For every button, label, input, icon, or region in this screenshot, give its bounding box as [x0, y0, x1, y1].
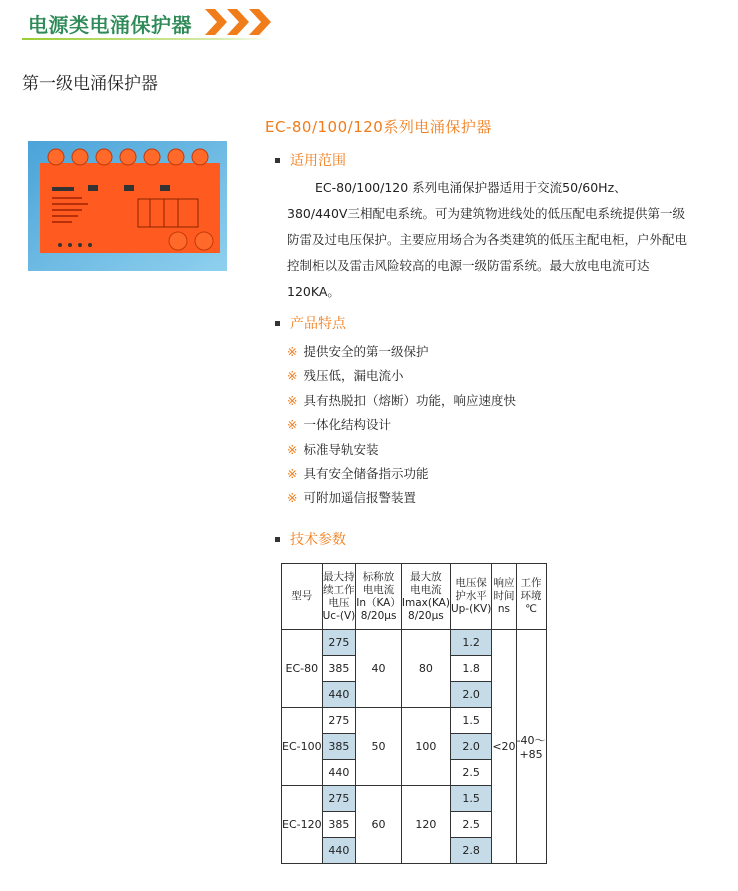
chevron-right-icon [205, 5, 275, 39]
header-imax: 最大放 电电流 Imax(KA) 8/20μs [401, 564, 450, 630]
list-item: ※ 提供安全的第一级保护 [287, 344, 429, 359]
cell-imax: 80 [401, 630, 450, 708]
features-heading-label: 产品特点 [290, 316, 346, 332]
header-uc: 最大持 续工作 电压 Uc-(V) [322, 564, 356, 630]
specs-heading-label: 技术参数 [290, 532, 346, 548]
scope-text: EC-80/100/120 系列电涌保护器适用于交流50/60Hz、380/440V三相配电系统。可为建筑物进线处的低压配电系统提供第一级防雷及过电压保护。主要应用场合为各类建筑的低压主配电柜，户外配电控制柜以及雷击风险较高的电源一级防雷系统。最大放电电流可达120KA。 [287, 180, 688, 299]
cell-model: EC-80 [282, 630, 323, 708]
spec-table [281, 563, 547, 864]
cell-imax: 120 [401, 786, 450, 864]
header-up: 电压保 护水平 Up-(KV) [450, 564, 491, 630]
cell-up: 2.5 [450, 812, 491, 838]
header-env: 工作 环境 ℃ [516, 564, 546, 630]
header-title: 电源类电涌保护器 [28, 13, 192, 37]
header-in: 标称放 电电流 In（KA） 8/20μs [356, 564, 402, 630]
cell-uc: 440 [322, 760, 356, 786]
reference-mark-icon: ※ [287, 417, 298, 433]
cell-in: 50 [356, 708, 402, 786]
cell-uc: 275 [322, 708, 356, 734]
reference-mark-icon: ※ [287, 490, 298, 506]
cell-response: <20 [492, 630, 516, 864]
cell-uc: 440 [322, 838, 356, 864]
page-header [0, 0, 738, 44]
specs-heading [275, 529, 346, 549]
cell-uc: 385 [322, 734, 356, 760]
cell-up: 1.5 [450, 708, 491, 734]
list-item: ※ 标准导轨安装 [287, 441, 379, 457]
bullet-icon [275, 537, 280, 542]
cell-up: 1.2 [450, 630, 491, 656]
list-item: ※ 一体化结构设计 [287, 417, 391, 433]
cell-env: -40～ +85 [516, 630, 546, 864]
cell-up: 1.8 [450, 656, 491, 682]
cell-model: EC-100 [282, 708, 323, 786]
cell-model: EC-120 [282, 786, 323, 864]
reference-mark-icon: ※ [287, 465, 298, 481]
cell-uc: 275 [322, 630, 356, 656]
cell-uc: 275 [322, 786, 356, 812]
cell-up: 2.5 [450, 760, 491, 786]
cell-in: 40 [356, 630, 402, 708]
reference-mark-icon: ※ [287, 392, 298, 408]
list-item: ※ 残压低，漏电流小 [287, 368, 404, 384]
scope-heading [275, 150, 346, 170]
features-heading [275, 313, 346, 333]
scope-heading-label: 适用范围 [290, 153, 346, 169]
reference-mark-icon: ※ [287, 368, 298, 384]
cell-uc: 385 [322, 812, 356, 838]
table-header-row [282, 564, 547, 630]
reference-mark-icon: ※ [287, 441, 298, 457]
table-row [282, 630, 547, 656]
header-response: 响应 时间 ns [492, 564, 516, 630]
cell-up: 2.8 [450, 838, 491, 864]
list-item: ※ 可附加遥信报警装置 [287, 490, 416, 506]
bullet-icon [275, 321, 280, 326]
cell-in: 60 [356, 786, 402, 864]
reference-mark-icon: ※ [287, 344, 298, 359]
cell-uc: 385 [322, 656, 356, 682]
cell-up: 1.5 [450, 786, 491, 812]
header-model: 型号 [282, 564, 323, 630]
page-subtitle: 第一级电涌保护器 [22, 74, 158, 94]
list-item: ※ 具有热脱扣（熔断）功能，响应速度快 [287, 392, 516, 408]
cell-imax: 100 [401, 708, 450, 786]
cell-up: 2.0 [450, 734, 491, 760]
cell-uc: 440 [322, 682, 356, 708]
list-item: ※ 具有安全储备指示功能 [287, 465, 429, 481]
bullet-icon [275, 158, 280, 163]
features-list [287, 340, 516, 511]
surge-protector-image [28, 141, 227, 271]
scope-paragraph [287, 175, 687, 305]
cell-up: 2.0 [450, 682, 491, 708]
series-title: EC-80/100/120系列电涌保护器 [265, 118, 492, 136]
